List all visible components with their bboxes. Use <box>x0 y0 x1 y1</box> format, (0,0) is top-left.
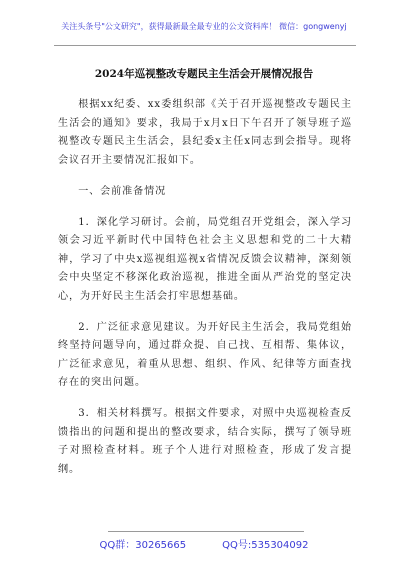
document-title: 2024年巡视整改专题民主生活会开展情况报告 <box>94 68 314 80</box>
footer-qq-number: QQ号:535304092 <box>222 540 309 551</box>
footer-divider <box>108 531 304 532</box>
header-divider <box>54 45 356 46</box>
paragraph-materials: 3．相关材料撰写。根据文件要求，对照中央巡视检查反馈指出的问题和提出的整改要求，结合实际，撰写了领导班子对照检查材料。班子个人进行对照检查，形成了发言提纲。 <box>58 408 352 475</box>
page-footer <box>0 536 408 551</box>
paragraph-study: 1．深化学习研讨。会前，局党组召开党组会，深入学习领会习近平新时代中国特色社会主义思想和党的二十大精神，学习了中央x巡视组巡视x省情况反馈会议精神，深刻领会中央坚定不移深化政治巡视，推进全面从严治党的坚定决心，为开好民主生活会打牢思想基础。 <box>58 216 352 302</box>
section-heading: 一、会前准备情况 <box>78 185 167 197</box>
page-header: 关注头条号"公文研究"，获得最新最全最专业的公文资料库！ 微信：gongwenyj <box>61 22 347 31</box>
document-body <box>58 96 352 492</box>
footer-qq-group: QQ群：30265665 <box>99 540 187 551</box>
paragraph-feedback: 2．广泛征求意见建议。为开好民主生活会，我局党组始终坚持问题导向，通过群众提、自己找、互相帮、集体议，广泛征求意见，着重从思想、组织、作风、纪律等方面查找存在的突出问题。 <box>58 321 352 388</box>
intro-paragraph: 根据xx纪委、xx委组织部《关于召开巡视整改专题民主生活会的通知》要求，我局于x月x日下午召开了领导班子巡视整改专题民主生活会，县纪委x主任x同志到会指导。现将会议召开主要情况汇报如下。 <box>58 99 352 166</box>
